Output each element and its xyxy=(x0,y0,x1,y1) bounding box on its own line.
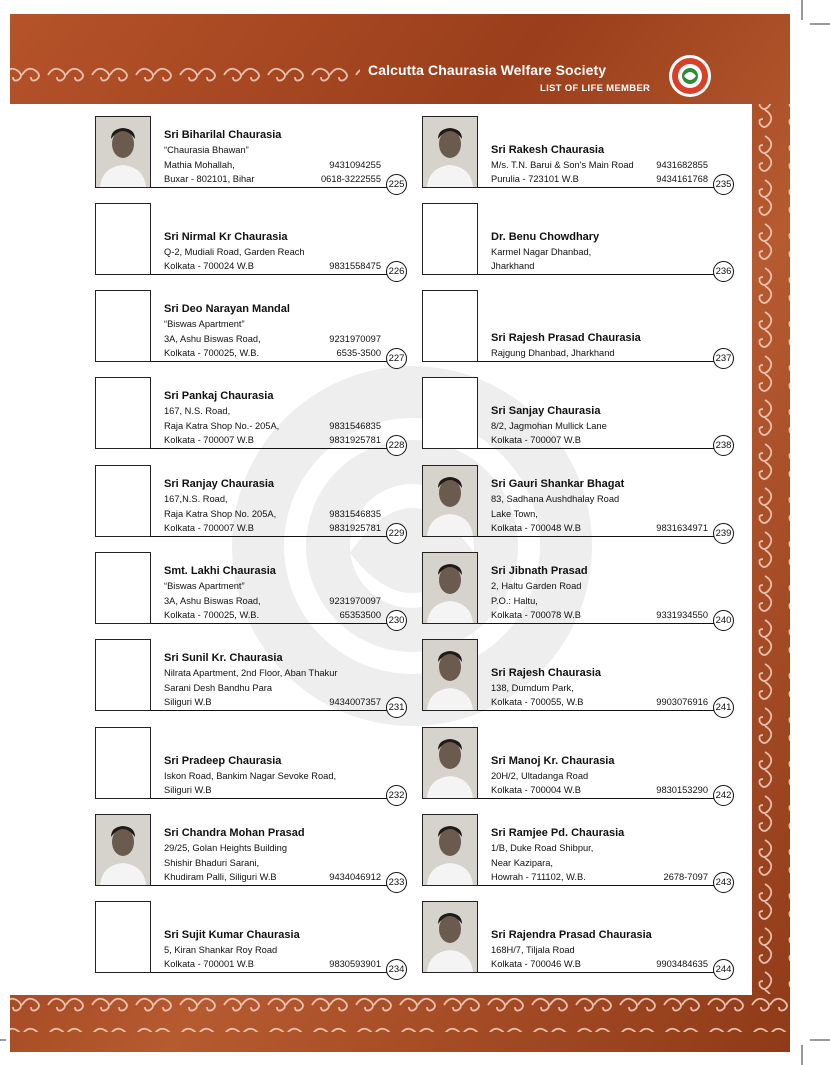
phone-number xyxy=(702,259,708,273)
member-number-badge: 226 xyxy=(386,261,407,282)
phone-number xyxy=(375,681,381,695)
address-text: Kolkata - 700007 W.B xyxy=(164,434,254,445)
member-photo-placeholder xyxy=(95,552,151,624)
phone-number xyxy=(375,769,381,783)
member-entry xyxy=(422,288,732,362)
address-text: “Biswas Apartment” xyxy=(164,319,245,330)
phone-number xyxy=(375,579,381,593)
address-line xyxy=(491,245,708,259)
address-line xyxy=(491,158,708,172)
phone-number: 9831546835 xyxy=(329,508,381,519)
member-number-badge: 231 xyxy=(386,697,407,718)
address-text: Howrah - 711102, W.B. xyxy=(491,871,586,882)
member-name: Sri Gauri Shankar Bhagat xyxy=(491,478,625,491)
phone-number xyxy=(702,346,708,360)
address-text: “Chaurasia Bhawan” xyxy=(164,145,249,156)
phone-number xyxy=(375,856,381,870)
phone-number: 0618-3222555 xyxy=(321,173,381,184)
member-entry xyxy=(422,463,732,537)
member-entry xyxy=(95,463,405,537)
member-number-badge: 237 xyxy=(713,348,734,369)
address-text: Near Kazipara, xyxy=(491,857,554,868)
address-text: 3A, Ashu Biswas Road, xyxy=(164,333,261,344)
phone-number xyxy=(375,404,381,418)
address-line xyxy=(491,841,708,855)
address-text: Kolkata - 700004 W.B xyxy=(491,784,581,795)
address-line xyxy=(164,492,381,506)
address-line xyxy=(164,681,381,695)
member-entry xyxy=(422,201,732,275)
address-text: 83, Sadhana Aushdhalay Road xyxy=(491,494,620,505)
address-line xyxy=(164,346,381,360)
phone-number xyxy=(702,594,708,608)
person-silhouette-icon xyxy=(96,815,150,885)
member-name: Sri Ranjay Chaurasia xyxy=(164,478,275,491)
entry-divider xyxy=(151,623,405,624)
member-number-badge: 233 xyxy=(386,872,407,893)
member-details xyxy=(491,927,708,971)
phone-number xyxy=(702,245,708,259)
entry-divider xyxy=(151,536,405,537)
address-line xyxy=(491,172,708,186)
member-name: Sri Sujit Kumar Chaurasia xyxy=(164,928,300,941)
member-name: Sri Nirmal Kr Chaurasia xyxy=(164,230,288,243)
phone-number: 9830153290 xyxy=(656,784,708,795)
address-line xyxy=(164,317,381,331)
phone-number xyxy=(702,681,708,695)
entry-divider xyxy=(478,274,732,275)
member-number-badge: 244 xyxy=(713,959,734,980)
member-name: Sri Rajesh Prasad Chaurasia xyxy=(491,331,641,344)
phone-number: 9434161768 xyxy=(656,173,708,184)
entry-divider xyxy=(151,187,405,188)
phone-number: 2678-7097 xyxy=(663,871,708,882)
entry-divider xyxy=(151,972,405,973)
entry-divider xyxy=(478,972,732,973)
entry-divider xyxy=(478,361,732,362)
address-line xyxy=(164,769,381,783)
member-details xyxy=(491,403,708,447)
member-photo-placeholder xyxy=(95,901,151,973)
phone-number xyxy=(702,579,708,593)
address-text: 2, Haltu Garden Road xyxy=(491,581,582,592)
person-silhouette-icon xyxy=(423,815,477,885)
member-name: Sri Sunil Kr. Chaurasia xyxy=(164,652,283,665)
phone-number xyxy=(375,492,381,506)
phone-number xyxy=(375,666,381,680)
address-line xyxy=(491,521,708,535)
address-text: Raja Katra Shop No.- 205A, xyxy=(164,420,280,431)
member-photo-placeholder xyxy=(422,290,478,362)
member-number-badge: 240 xyxy=(713,610,734,631)
entry-divider xyxy=(151,448,405,449)
address-text: Khudiram Palli, Siliguri W.B xyxy=(164,871,277,882)
phone-number xyxy=(375,783,381,797)
member-entry xyxy=(422,114,732,188)
address-line xyxy=(164,419,381,433)
member-number-badge: 236 xyxy=(713,261,734,282)
member-details xyxy=(164,650,381,709)
entry-divider xyxy=(478,798,732,799)
address-text: Kolkata - 700024 W.B xyxy=(164,260,254,271)
phone-number: 9831558475 xyxy=(329,260,381,271)
address-line xyxy=(164,594,381,608)
address-line xyxy=(491,433,708,447)
phone-number: 9903076916 xyxy=(656,696,708,707)
address-line xyxy=(491,346,708,360)
member-details xyxy=(164,229,381,273)
entry-divider xyxy=(478,187,732,188)
phone-number: 9434007357 xyxy=(329,696,381,707)
member-entry xyxy=(422,637,732,711)
phone-number xyxy=(702,419,708,433)
member-entry xyxy=(422,725,732,799)
member-entry xyxy=(95,375,405,449)
address-line xyxy=(491,957,708,971)
address-line xyxy=(491,856,708,870)
phone-number xyxy=(702,433,708,447)
member-details xyxy=(164,301,381,360)
address-line xyxy=(491,492,708,506)
phone-number: 9831546835 xyxy=(329,420,381,431)
address-line xyxy=(164,404,381,418)
member-details xyxy=(491,563,708,622)
address-line xyxy=(164,783,381,797)
member-photo xyxy=(422,901,478,973)
person-silhouette-icon xyxy=(423,117,477,187)
phone-number xyxy=(702,943,708,957)
address-line xyxy=(491,769,708,783)
phone-number xyxy=(375,841,381,855)
address-text: M/s. T.N. Barui & Son's Main Road xyxy=(491,159,634,170)
member-name: Sri Manoj Kr. Chaurasia xyxy=(491,754,615,767)
member-details xyxy=(164,753,381,797)
phone-number xyxy=(702,841,708,855)
phone-number xyxy=(375,143,381,157)
entry-divider xyxy=(478,710,732,711)
phone-number xyxy=(702,492,708,506)
person-silhouette-icon xyxy=(423,466,477,536)
society-title: Calcutta Chaurasia Welfare Society xyxy=(368,62,607,78)
member-entry xyxy=(422,550,732,624)
member-details xyxy=(164,476,381,535)
entry-divider xyxy=(478,536,732,537)
member-photo xyxy=(422,814,478,886)
phone-number: 9434046912 xyxy=(329,871,381,882)
phone-number: 9431094255 xyxy=(329,159,381,170)
phone-number xyxy=(375,245,381,259)
member-number-badge: 234 xyxy=(386,959,407,980)
address-text: Purulia - 723101 W.B xyxy=(491,173,579,184)
phone-number: 9331934550 xyxy=(656,609,708,620)
address-line xyxy=(164,507,381,521)
member-details xyxy=(164,563,381,622)
address-text: 5, Kiran Shankar Roy Road xyxy=(164,944,278,955)
phone-number: 9831634971 xyxy=(656,522,708,533)
member-photo-placeholder xyxy=(95,639,151,711)
address-line xyxy=(491,783,708,797)
address-line xyxy=(491,870,708,884)
address-line xyxy=(491,579,708,593)
phone-number xyxy=(702,769,708,783)
address-text: 8/2, Jagmohan Mullick Lane xyxy=(491,420,607,431)
address-text: Kolkata - 700007 W.B xyxy=(164,522,254,533)
member-photo xyxy=(422,552,478,624)
member-details xyxy=(491,229,708,273)
address-text: 168H/7, Tiljala Road xyxy=(491,944,575,955)
member-photo-placeholder xyxy=(95,465,151,537)
member-number-badge: 230 xyxy=(386,610,407,631)
address-line xyxy=(164,433,381,447)
member-details xyxy=(491,665,708,709)
address-text: 167, N.S. Road, xyxy=(164,406,231,417)
address-text: Kolkata - 700001 W.B xyxy=(164,958,254,969)
member-photo-placeholder xyxy=(95,377,151,449)
address-text: Q-2, Mudiali Road, Garden Reach xyxy=(164,246,305,257)
member-details xyxy=(491,142,708,186)
address-line xyxy=(491,943,708,957)
address-line xyxy=(164,841,381,855)
member-photo-placeholder xyxy=(95,203,151,275)
member-details xyxy=(491,476,708,535)
person-silhouette-icon xyxy=(423,728,477,798)
address-text: Kolkata - 700046 W.B xyxy=(491,958,581,969)
phone-number xyxy=(375,943,381,957)
entry-divider xyxy=(151,274,405,275)
address-text: Buxar - 802101, Bihar xyxy=(164,173,255,184)
person-silhouette-icon xyxy=(423,553,477,623)
address-text: 167,N.S. Road, xyxy=(164,494,228,505)
member-details xyxy=(164,127,381,186)
phone-number: 65353500 xyxy=(339,609,381,620)
member-entry xyxy=(95,899,405,973)
address-text: Kolkata - 700078 W.B xyxy=(491,609,581,620)
member-details xyxy=(491,825,708,884)
member-entry xyxy=(95,550,405,624)
member-photo xyxy=(422,639,478,711)
address-text: Kolkata - 700048 W.B xyxy=(491,522,581,533)
address-text: “Biswas Apartment” xyxy=(164,581,245,592)
entry-divider xyxy=(151,885,405,886)
phone-number: 9431682855 xyxy=(656,159,708,170)
address-line xyxy=(164,259,381,273)
list-subtitle: LIST OF LIFE MEMBER xyxy=(540,83,651,94)
person-silhouette-icon xyxy=(96,117,150,187)
address-text: 29/25, Golan Heights Building xyxy=(164,843,288,854)
address-text: Kolkata - 700025, W.B. xyxy=(164,609,260,620)
address-text: 1/B, Duke Road Shibpur, xyxy=(491,843,594,854)
address-line xyxy=(164,579,381,593)
address-line xyxy=(164,695,381,709)
member-details xyxy=(491,330,708,360)
address-line xyxy=(491,259,708,273)
address-text: Iskon Road, Bankim Nagar Sevoke Road, xyxy=(164,770,337,781)
entry-divider xyxy=(151,710,405,711)
entry-divider xyxy=(151,361,405,362)
address-line xyxy=(491,695,708,709)
member-photo-placeholder xyxy=(422,377,478,449)
member-photo xyxy=(95,814,151,886)
address-line xyxy=(491,681,708,695)
address-text: Mathia Mohallah, xyxy=(164,159,235,170)
member-entry xyxy=(95,114,405,188)
entry-divider xyxy=(478,885,732,886)
member-number-badge: 227 xyxy=(386,348,407,369)
address-line xyxy=(491,594,708,608)
phone-number xyxy=(702,507,708,521)
member-name: Sri Rakesh Chaurasia xyxy=(491,143,605,156)
address-line xyxy=(164,245,381,259)
address-text: Rajgung Dhanbad, Jharkhand xyxy=(491,347,615,358)
member-name: Sri Rajesh Chaurasia xyxy=(491,666,602,679)
member-number-badge: 225 xyxy=(386,174,407,195)
member-photo xyxy=(95,116,151,188)
address-line xyxy=(164,608,381,622)
member-name: Sri Sanjay Chaurasia xyxy=(491,404,601,417)
address-text: Raja Katra Shop No. 205A, xyxy=(164,508,277,519)
address-line xyxy=(164,172,381,186)
address-line xyxy=(164,957,381,971)
phone-number xyxy=(375,317,381,331)
entry-divider xyxy=(478,623,732,624)
address-text: Shishir Bhaduri Sarani, xyxy=(164,857,260,868)
member-number-badge: 243 xyxy=(713,872,734,893)
member-name: Sri Biharilal Chaurasia xyxy=(164,129,282,142)
member-entry xyxy=(95,812,405,886)
society-emblem-icon xyxy=(668,54,712,98)
phone-number xyxy=(702,856,708,870)
phone-number: 9831925781 xyxy=(329,522,381,533)
address-line xyxy=(164,521,381,535)
person-silhouette-icon xyxy=(423,640,477,710)
address-text: Siliguri W.B xyxy=(164,784,212,795)
member-photo xyxy=(422,465,478,537)
member-entry xyxy=(422,375,732,449)
address-text: Karmel Nagar Dhanbad, xyxy=(491,246,592,257)
member-name: Sri Rajendra Prasad Chaurasia xyxy=(491,928,652,941)
address-line xyxy=(491,608,708,622)
person-silhouette-icon xyxy=(423,902,477,972)
address-text: Jharkhand xyxy=(491,260,535,271)
address-text: Kolkata - 700025, W.B. xyxy=(164,347,260,358)
address-line xyxy=(164,158,381,172)
address-text: Kolkata - 700007 W.B xyxy=(491,434,581,445)
entry-divider xyxy=(478,448,732,449)
address-text: Lake Town, xyxy=(491,508,538,519)
phone-number: 9231970097 xyxy=(329,595,381,606)
phone-number: 9903484635 xyxy=(656,958,708,969)
address-line xyxy=(491,419,708,433)
member-name: Sri Pradeep Chaurasia xyxy=(164,754,282,767)
phone-number: 9830593901 xyxy=(329,958,381,969)
address-line xyxy=(164,143,381,157)
member-photo-placeholder xyxy=(422,203,478,275)
address-line xyxy=(491,507,708,521)
member-entry xyxy=(95,725,405,799)
member-details xyxy=(491,753,708,797)
member-name: Smt. Lakhi Chaurasia xyxy=(164,565,276,578)
member-number-badge: 229 xyxy=(386,523,407,544)
phone-number: 9831925781 xyxy=(329,434,381,445)
member-number-badge: 242 xyxy=(713,785,734,806)
member-name: Dr. Benu Chowdhary xyxy=(491,230,600,243)
member-entry xyxy=(422,899,732,973)
address-text: 20H/2, Ultadanga Road xyxy=(491,770,589,781)
address-line xyxy=(164,666,381,680)
member-entry xyxy=(95,201,405,275)
address-text: Kolkata - 700055, W.B xyxy=(491,696,584,707)
member-number-badge: 228 xyxy=(386,435,407,456)
address-line xyxy=(164,856,381,870)
member-photo-placeholder xyxy=(95,290,151,362)
address-text: Sarani Desh Bandhu Para xyxy=(164,682,273,693)
address-text: P.O.: Haltu, xyxy=(491,595,538,606)
member-number-badge: 239 xyxy=(713,523,734,544)
member-number-badge: 232 xyxy=(386,785,407,806)
address-text: Siliguri W.B xyxy=(164,696,212,707)
member-name: Sri Jibnath Prasad xyxy=(491,565,588,578)
phone-number: 9231970097 xyxy=(329,333,381,344)
address-line xyxy=(164,870,381,884)
member-details xyxy=(164,388,381,447)
member-number-badge: 241 xyxy=(713,697,734,718)
member-details xyxy=(164,825,381,884)
member-photo-placeholder xyxy=(95,727,151,799)
member-name: Sri Chandra Mohan Prasad xyxy=(164,827,305,840)
member-photo xyxy=(422,727,478,799)
address-line xyxy=(164,332,381,346)
member-name: Sri Pankaj Chaurasia xyxy=(164,390,274,403)
member-number-badge: 238 xyxy=(713,435,734,456)
address-line xyxy=(164,943,381,957)
member-entry xyxy=(95,288,405,362)
member-photo xyxy=(422,116,478,188)
address-text: 3A, Ashu Biswas Road, xyxy=(164,595,261,606)
member-number-badge: 235 xyxy=(713,174,734,195)
member-name: Sri Deo Narayan Mandal xyxy=(164,303,290,316)
address-text: Nilrata Apartment, 2nd Floor, Aban Thakur xyxy=(164,668,338,679)
member-name: Sri Ramjee Pd. Chaurasia xyxy=(491,827,625,840)
member-entry xyxy=(422,812,732,886)
member-entry xyxy=(95,637,405,711)
entry-divider xyxy=(151,798,405,799)
phone-number: 6535-3500 xyxy=(336,347,381,358)
address-text: 138, Dumdum Park, xyxy=(491,682,574,693)
member-details xyxy=(164,927,381,971)
